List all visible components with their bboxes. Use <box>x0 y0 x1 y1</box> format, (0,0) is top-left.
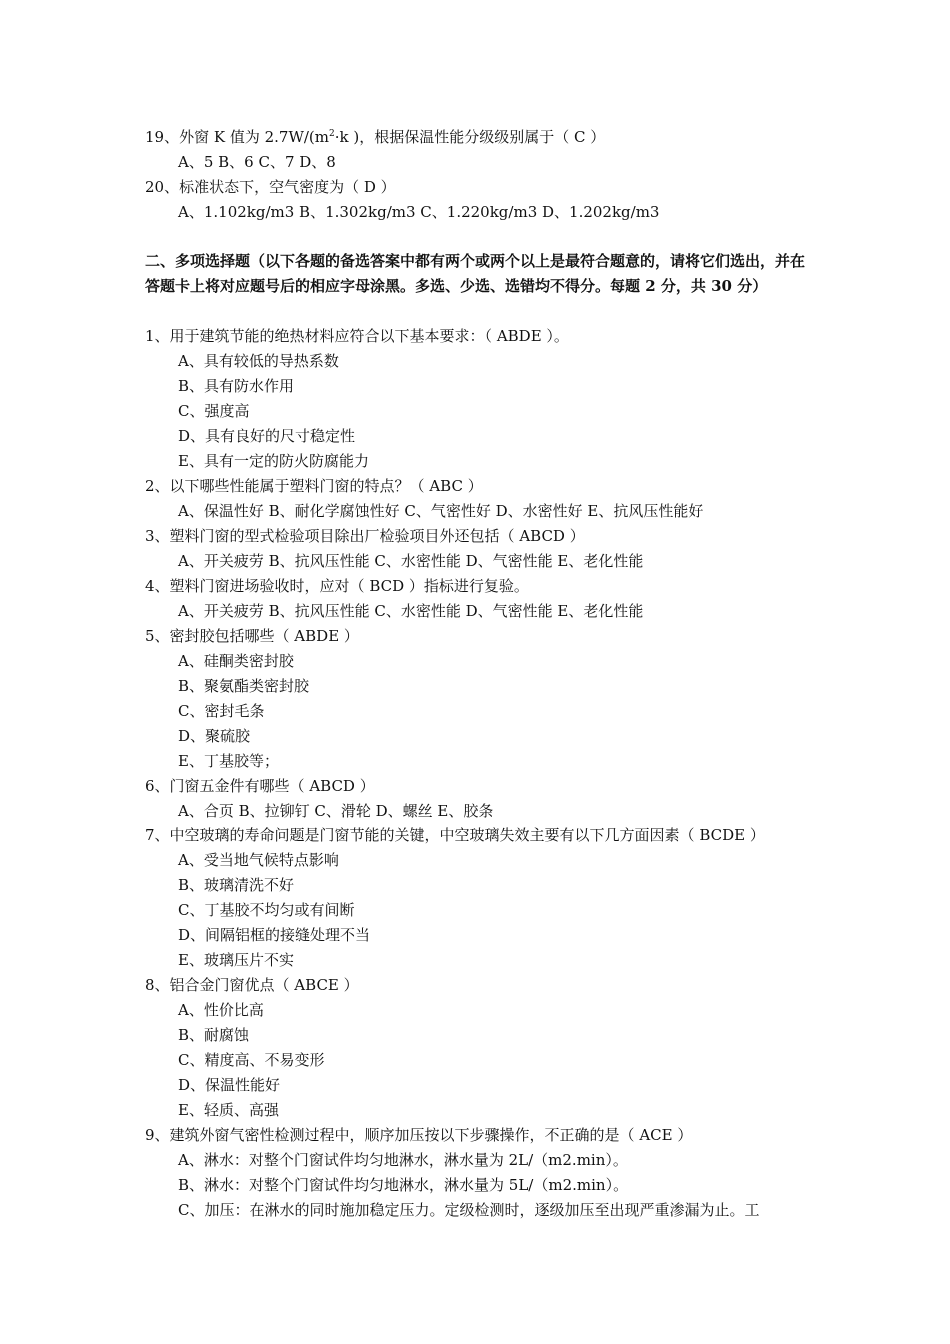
mc-question-9-option-c: C、加压：在淋水的同时施加稳定压力。定级检测时，逐级加压至出现严重渗漏为止。工 <box>178 1201 760 1219</box>
mc-question-8-option-e: E、轻质、高强 <box>178 1101 279 1119</box>
mc-question-8-option-a: A、性价比高 <box>178 1001 264 1019</box>
mc-question-7-option-c: C、丁基胶不均匀或有间断 <box>178 901 355 919</box>
mc-question-8-option-d: D、保温性能好 <box>178 1076 281 1094</box>
mc-question-2-options: A、保温性好 B、耐化学腐蚀性好 C、气密性好 D、水密性好 E、抗风压性能好 <box>178 502 704 520</box>
mc-question-7-option-d: D、间隔铝框的接缝处理不当 <box>178 926 371 944</box>
mc-question-8-option-c: C、精度高、不易变形 <box>178 1051 325 1069</box>
question-20-stem: 20、标准状态下，空气密度为（ D ） <box>145 178 396 196</box>
mc-question-7-option-a: A、受当地气候特点影响 <box>178 851 339 869</box>
mc-question-5-option-c: C、密封毛条 <box>178 702 265 720</box>
mc-question-9-option-a: A、淋水：对整个门窗试件均匀地淋水，淋水量为 2L/（m2.min）。 <box>178 1151 628 1169</box>
mc-question-5-option-a: A、硅酮类密封胶 <box>178 652 294 670</box>
mc-question-1-option-e: E、具有一定的防火防腐能力 <box>178 452 369 470</box>
mc-question-1-option-c: C、强度高 <box>178 402 250 420</box>
mc-question-7-option-b: B、玻璃清洗不好 <box>178 876 295 894</box>
question-19-options: A、5 B、6 C、7 D、8 <box>178 153 336 171</box>
mc-question-9-stem: 9、建筑外窗气密性检测过程中，顺序加压按以下步骤操作，不正确的是（ ACE ） <box>145 1126 693 1144</box>
mc-question-1-stem: 1、用于建筑节能的绝热材料应符合以下基本要求：（ ABDE ）。 <box>145 327 569 345</box>
section-2-heading: 二、多项选择题（以下各题的备选答案中都有两个或两个以上是最符合题意的，请将它们选出，并在答题卡上将对应题号后的相应字母涂黑。多选、少选、选错均不得分。每题 2 分，共 30 分） <box>145 252 806 295</box>
mc-question-9-option-b: B、淋水：对整个门窗试件均匀地淋水，淋水量为 5L/（m2.min）。 <box>178 1176 629 1194</box>
mc-question-1-option-d: D、具有良好的尺寸稳定性 <box>178 427 356 445</box>
mc-question-5-option-b: B、聚氨酯类密封胶 <box>178 677 310 695</box>
mc-question-5-stem: 5、密封胶包括哪些（ ABDE ） <box>145 627 359 645</box>
mc-question-4-stem: 4、塑料门窗进场验收时，应对（ BCD ）指标进行复验。 <box>145 577 529 595</box>
question-20-options: A、1.102kg/m3 B、1.302kg/m3 C、1.220kg/m3 D、1.202kg/m3 <box>178 203 660 221</box>
mc-question-5-option-d: D、聚硫胶 <box>178 727 251 745</box>
mc-question-6-stem: 6、门窗五金件有哪些（ ABCD ） <box>145 777 375 795</box>
mc-question-1-option-a: A、具有较低的导热系数 <box>178 352 339 370</box>
mc-question-2-stem: 2、以下哪些性能属于塑料门窗的特点？（ ABC ） <box>145 477 483 495</box>
mc-question-5-option-e: E、丁基胶等； <box>178 752 279 770</box>
mc-question-1-option-b: B、具有防水作用 <box>178 377 295 395</box>
mc-question-3-stem: 3、塑料门窗的型式检验项目除出厂检验项目外还包括（ ABCD ） <box>145 527 585 545</box>
mc-question-8-option-b: B、耐腐蚀 <box>178 1026 250 1044</box>
mc-question-7-option-e: E、玻璃压片不实 <box>178 951 294 969</box>
mc-question-4-options: A、开关疲劳 B、抗风压性能 C、水密性能 D、气密性能 E、老化性能 <box>178 602 644 620</box>
mc-question-8-stem: 8、铝合金门窗优点（ ABCE ） <box>145 976 359 994</box>
mc-question-7-stem: 7、中空玻璃的寿命问题是门窗节能的关键，中空玻璃失效主要有以下几方面因素（ BCDE ） <box>145 826 765 844</box>
mc-question-3-options: A、开关疲劳 B、抗风压性能 C、水密性能 D、气密性能 E、老化性能 <box>178 552 644 570</box>
mc-question-6-options: A、合页 B、拉铆钉 C、滑轮 D、螺丝 E、胶条 <box>178 802 494 820</box>
question-19-stem: 19、外窗 K 值为 $2.7W/(m^2\cdot k$ )，根据保温性能分级级别属于（ C ） <box>145 128 606 146</box>
